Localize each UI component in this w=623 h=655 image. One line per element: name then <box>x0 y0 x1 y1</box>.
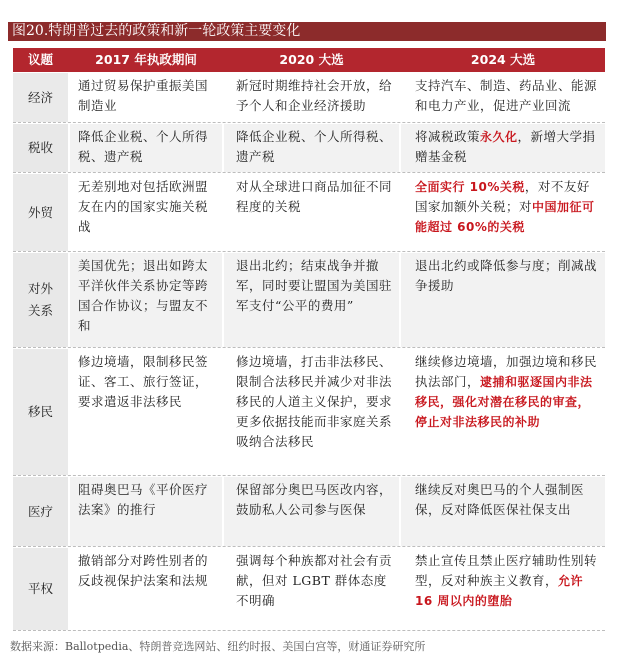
highlight-text: 永久化 <box>480 130 518 144</box>
cell-c2017 <box>70 548 222 630</box>
topic-label: 移民 <box>27 404 53 419</box>
cell-c2020 <box>224 253 399 347</box>
highlight-text: 全面实行 10%关税 <box>415 180 525 194</box>
highlight-text: 中国加征可能超过 60%的关税 <box>415 200 595 234</box>
cell-c2024 <box>401 349 605 475</box>
policy-2024-text <box>401 253 605 296</box>
segment-text: 支持汽车、制造、药品业、能源和电力产业，促进产业回流 <box>415 78 598 113</box>
cell-c2017 <box>70 73 222 122</box>
cell-c2020 <box>224 73 399 122</box>
cell-c2017 <box>70 253 222 347</box>
cell-c2017 <box>70 477 222 546</box>
cell-topic <box>13 124 68 172</box>
figure-title: 图20.特朗普过去的政策和新一轮政策主要变化 <box>8 22 606 41</box>
table-row <box>13 349 605 475</box>
cell-topic <box>13 477 68 546</box>
table-header <box>13 48 605 72</box>
policy-2020-text: 退出北约；结束战争并撤军，同时要让盟国为美国驻军支付“公平的费用” <box>236 258 393 313</box>
segment-text: 继续反对奥巴马的个人强制医保，反对降低医保社保支出 <box>415 482 585 517</box>
policy-2017-text: 美国优先；退出如跨太平洋伙伴关系协定等跨国合作协议；与盟友不和 <box>78 258 209 333</box>
policy-2024-text <box>401 124 605 167</box>
cell-c2017 <box>70 174 222 251</box>
cell-topic <box>13 548 68 630</box>
cell-c2017 <box>70 349 222 475</box>
segment-text: ，对不友好国家加额外关税；对 <box>415 179 590 214</box>
policy-2017-text: 降低企业税、个人所得税、遗产税 <box>78 129 209 164</box>
cell-topic <box>13 174 68 251</box>
topic-label: 经济 <box>27 89 53 105</box>
policy-2017-text: 无差别地对包括欧洲盟友在内的国家实施关税战 <box>78 179 209 234</box>
cell-c2024 <box>401 124 605 172</box>
source-note: 数据来源：Ballotpedia、特朗普竞选网站、纽约时报、美国白宫等，财通证券研究所 <box>10 640 426 653</box>
cell-c2024 <box>401 477 605 546</box>
row-separator <box>13 251 605 252</box>
table-row <box>13 253 605 347</box>
policy-2020-text: 保留部分奥巴马医改内容，鼓励私人公司参与医保 <box>236 482 393 517</box>
cell-topic <box>13 73 68 122</box>
header-topic: 议题 <box>27 52 53 67</box>
segment-text: 继续修边境墙，加强边境和移民执法部门， <box>415 354 598 389</box>
header-2020: 2020 大选 <box>279 52 344 67</box>
cell-c2020 <box>224 349 399 475</box>
cell-topic <box>13 349 68 475</box>
segment-text: 禁止宣传且禁止医疗辅助性别转型，反对种族主义教育， <box>415 553 598 588</box>
segment-text: ，新增大学捐赠基金税 <box>415 129 596 164</box>
table-row <box>13 548 605 630</box>
policy-2020-text: 强调每个种族都对社会有贡献，但对 LGBT 群体态度不明确 <box>236 553 393 608</box>
segment-text: 退出北约或降低参与度；削减战争援助 <box>415 258 598 293</box>
policy-2020-text: 降低企业税、个人所得税、遗产税 <box>236 129 393 164</box>
topic-label: 对外 关系 <box>27 281 53 318</box>
cell-c2024 <box>401 548 605 630</box>
table-row <box>13 73 605 122</box>
table-row <box>13 174 605 251</box>
topic-label: 税收 <box>27 140 53 155</box>
segment-text: 将减税政策 <box>415 129 481 144</box>
highlight-text: 逮捕和驱逐国内非法移民，强化对潜在移民的审查，停止对非法移民的补助 <box>415 375 593 429</box>
cell-topic <box>13 253 68 347</box>
policy-2020-text: 对从全球进口商品加征不同程度的关税 <box>236 179 393 214</box>
policy-2024-text <box>401 73 605 116</box>
policy-2020-text: 修边境墙，打击非法移民、限制合法移民并减少对非法移民的人道主义保护，要求更多依据技能而非家庭关系吸纳合法移民 <box>236 354 393 449</box>
topic-label: 医疗 <box>27 503 53 519</box>
cell-c2020 <box>224 477 399 546</box>
row-separator <box>13 475 605 476</box>
policy-2017-text: 阻碍奥巴马《平价医疗法案》的推行 <box>78 482 209 517</box>
row-separator <box>13 546 605 547</box>
cell-c2020 <box>224 548 399 630</box>
table-row <box>13 124 605 172</box>
policy-2017-text: 修边境墙，限制移民签证、客工、旅行签证，要求遣返非法移民 <box>78 354 209 409</box>
policy-2024-text <box>401 477 605 520</box>
policy-2024-text <box>401 349 605 432</box>
cell-c2024 <box>401 174 605 251</box>
highlight-text: 允许 16 周以内的堕胎 <box>415 574 584 608</box>
policy-2020-text: 新冠时期维持社会开放，给予个人和企业经济援助 <box>236 78 393 113</box>
cell-c2020 <box>224 124 399 172</box>
cell-c2024 <box>401 73 605 122</box>
topic-label: 平权 <box>27 581 53 596</box>
row-separator <box>13 630 605 631</box>
policy-2024-text <box>401 548 605 611</box>
policy-2017-text: 撤销部分对跨性别者的反歧视保护法案和法规 <box>78 553 209 588</box>
topic-label: 外贸 <box>27 204 53 220</box>
row-separator <box>13 172 605 173</box>
table-row <box>13 477 605 546</box>
cell-c2017 <box>70 124 222 172</box>
header-2017: 2017 年执政期间 <box>95 52 197 67</box>
row-separator <box>13 122 605 123</box>
header-2024: 2024 大选 <box>470 52 536 67</box>
cell-c2024 <box>401 253 605 347</box>
policy-2017-text: 通过贸易保护重振美国制造业 <box>78 78 209 113</box>
policy-2024-text <box>401 174 605 237</box>
row-separator <box>13 347 605 348</box>
cell-c2020 <box>224 174 399 251</box>
